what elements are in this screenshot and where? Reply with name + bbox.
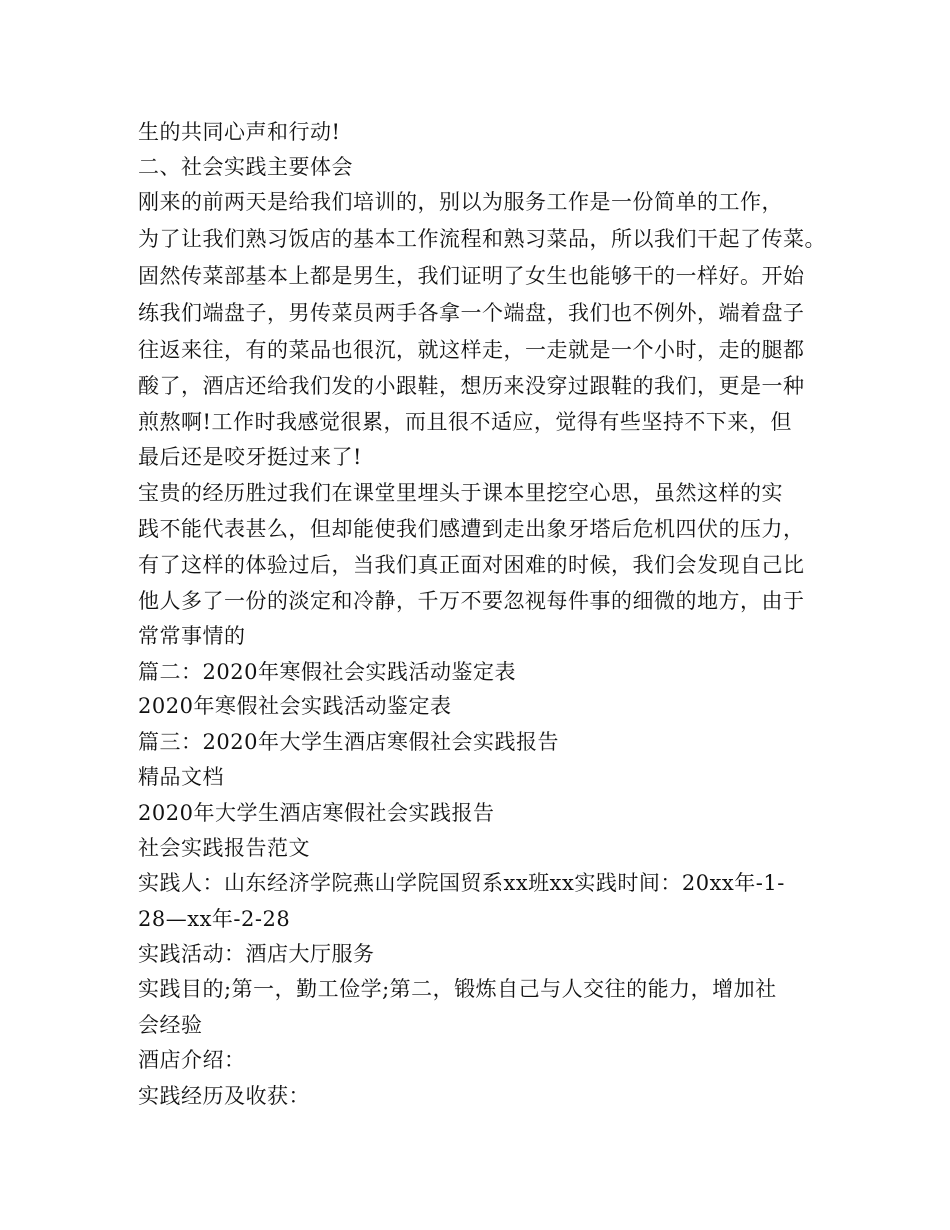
text-line: 练我们端盘子，男传菜员两手各拿一个端盘，我们也不例外，端着盘子: [138, 301, 805, 325]
text-line: 固然传菜部基本上都是男生，我们证明了女生也能够干的一样好。开始: [138, 264, 805, 288]
text-line: 酸了，酒店还给我们发的小跟鞋，想历来没穿过跟鞋的我们，更是一种: [138, 374, 805, 398]
text-line: 28—xx年-2-28: [138, 907, 291, 931]
text-line: 实践经历及收获：: [138, 1084, 310, 1108]
text-line: 往返来往，有的菜品也很沉，就这样走，一走就是一个小时，走的腿都: [138, 338, 805, 362]
text-line: 最后还是咬牙挺过来了!: [138, 445, 362, 469]
text-line: 生的共同心声和行动!: [138, 120, 341, 144]
text-line: 实践人：山东经济学院燕山学院国贸系xx班xx实践时间：20xx年-1-: [138, 871, 785, 895]
section-heading: 二、社会实践主要体会: [138, 155, 353, 179]
text-line: 酒店介绍：: [138, 1048, 246, 1072]
section-heading: 篇二：2020年寒假社会实践活动鉴定表: [138, 660, 516, 684]
text-line: 宝贵的经历胜过我们在课堂里埋头于课本里挖空心思，虽然这样的实: [138, 481, 783, 505]
section-heading: 篇三：2020年大学生酒店寒假社会实践报告: [138, 730, 559, 754]
text-line: 煎熬啊!工作时我感觉很累，而且很不适应，觉得有些坚持不下来，但: [138, 410, 792, 434]
text-line: 刚来的前两天是给我们培训的，别以为服务工作是一份简单的工作，: [138, 190, 783, 214]
text-line: 有了这样的体验过后，当我们真正面对困难的时候，我们会发现自己比: [138, 553, 805, 577]
text-line: 常常事情的: [138, 624, 246, 648]
text-line: 社会实践报告范文: [138, 836, 310, 860]
text-line: 为了让我们熟习饭店的基本工作流程和熟习菜品，所以我们干起了传菜。: [138, 227, 826, 251]
text-line: 实践活动：酒店大厅服务: [138, 942, 375, 966]
text-line: 精品文档: [138, 765, 224, 789]
text-line: 实践目的;第一，勤工俭学;第二，锻炼自己与人交往的能力，增加社: [138, 977, 777, 1001]
text-line: 2020年大学生酒店寒假社会实践报告: [138, 801, 495, 825]
text-line: 会经验: [138, 1013, 203, 1037]
text-line: 践不能代表甚么，但却能使我们感遭到走出象牙塔后危机四伏的压力，: [138, 517, 805, 541]
section-heading: 2020年寒假社会实践活动鉴定表: [138, 694, 452, 718]
text-line: 他人多了一份的淡定和冷静，千万不要忽视每件事的细微的地方，由于: [138, 589, 805, 613]
